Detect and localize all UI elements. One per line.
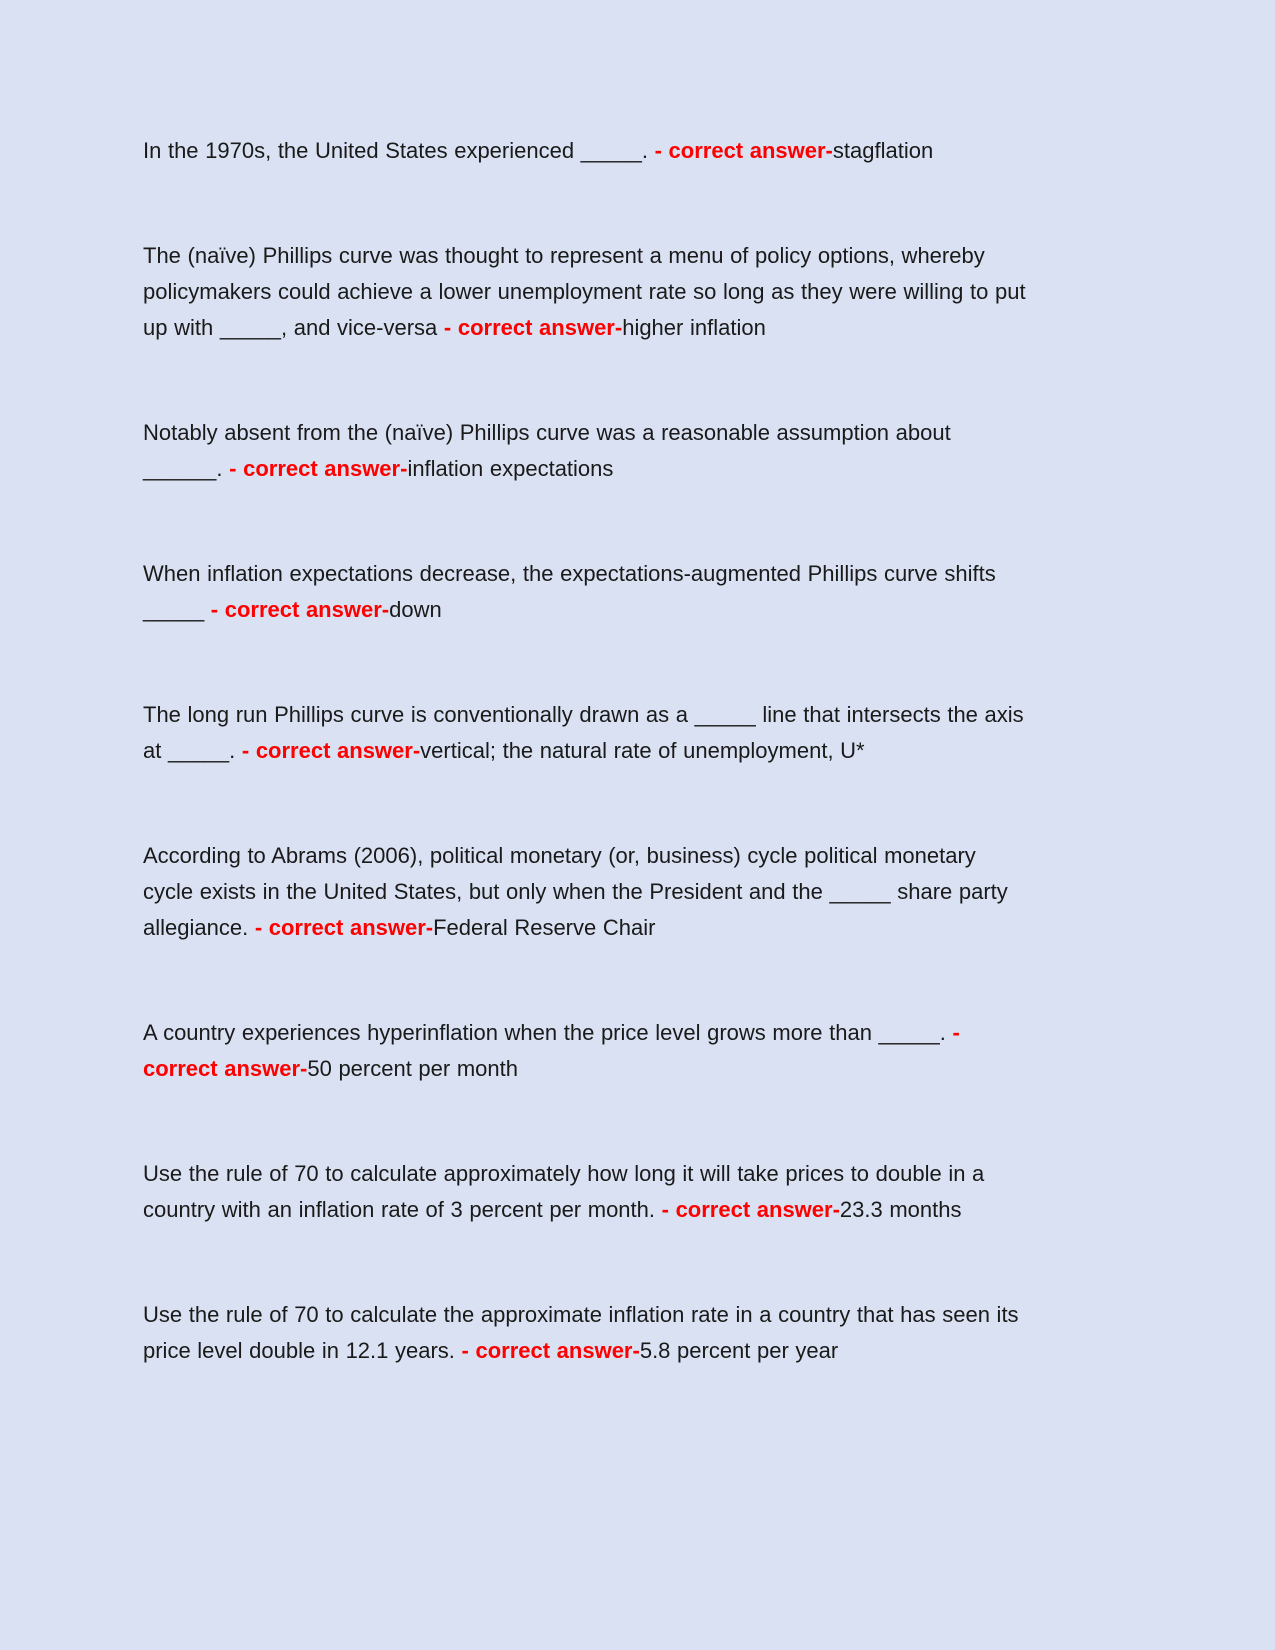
- question-text: In the 1970s, the United States experienced _____.: [143, 138, 655, 163]
- answer-text: Federal Reserve Chair: [433, 915, 656, 940]
- question-text: Use the rule of 70 to calculate approximately how long it will take prices to double in a country with an inflation rate of 3 percent per month.: [143, 1161, 985, 1222]
- answer-text: down: [389, 597, 442, 622]
- question-text: According to Abrams (2006), political monetary (or, business) cycle political monetary cycle exists in the United States, but only when the President and the _____ share party allegiance.: [143, 843, 1008, 940]
- answer-text: 23.3 months: [839, 1197, 962, 1222]
- question-text: When inflation expectations decrease, the expectations-augmented Phillips curve shifts _____: [143, 561, 996, 622]
- answer-text: stagflation: [832, 138, 934, 163]
- question-text: The long run Phillips curve is conventionally drawn as a _____ line that intersects the axis at _____.: [143, 702, 1024, 763]
- qa-item-2: [143, 238, 1028, 346]
- correct-answer-marker: - correct answer-: [254, 915, 434, 940]
- qa-item-4: [143, 556, 1028, 628]
- qa-item-1: [143, 133, 1028, 169]
- question-text: Notably absent from the (naïve) Phillips curve was a reasonable assumption about ______.: [143, 420, 951, 481]
- answer-text: higher inflation: [622, 315, 766, 340]
- correct-answer-marker: - correct answer-: [143, 1020, 960, 1081]
- answer-text: 5.8 percent per year: [639, 1338, 839, 1363]
- qa-item-3: [143, 415, 1028, 487]
- correct-answer-marker: - correct answer-: [654, 138, 833, 163]
- qa-item-7: [143, 1015, 1028, 1087]
- qa-item-5: [143, 697, 1028, 769]
- answer-text: 50 percent per month: [307, 1056, 518, 1081]
- answer-text: vertical; the natural rate of unemployment, U*: [420, 738, 865, 763]
- answer-text: inflation expectations: [407, 456, 614, 481]
- correct-answer-marker: - correct answer-: [229, 456, 408, 481]
- correct-answer-marker: - correct answer-: [461, 1338, 640, 1363]
- correct-answer-marker: - correct answer-: [210, 597, 390, 622]
- question-text: A country experiences hyperinflation when the price level grows more than _____.: [143, 1020, 953, 1045]
- correct-answer-marker: - correct answer-: [661, 1197, 840, 1222]
- qa-item-8: [143, 1156, 1028, 1228]
- correct-answer-marker: - correct answer-: [241, 738, 421, 763]
- qa-item-9: [143, 1297, 1028, 1369]
- qa-item-6: [143, 838, 1028, 946]
- question-text: Use the rule of 70 to calculate the approximate inflation rate in a country that has seen its price level double in 12.1 years.: [143, 1302, 1019, 1363]
- question-text: The (naïve) Phillips curve was thought to represent a menu of policy options, whereby policymakers could achieve a lower unemployment rate so long as they were willing to put up with _____, and vice-versa: [143, 243, 1026, 340]
- correct-answer-marker: - correct answer-: [443, 315, 623, 340]
